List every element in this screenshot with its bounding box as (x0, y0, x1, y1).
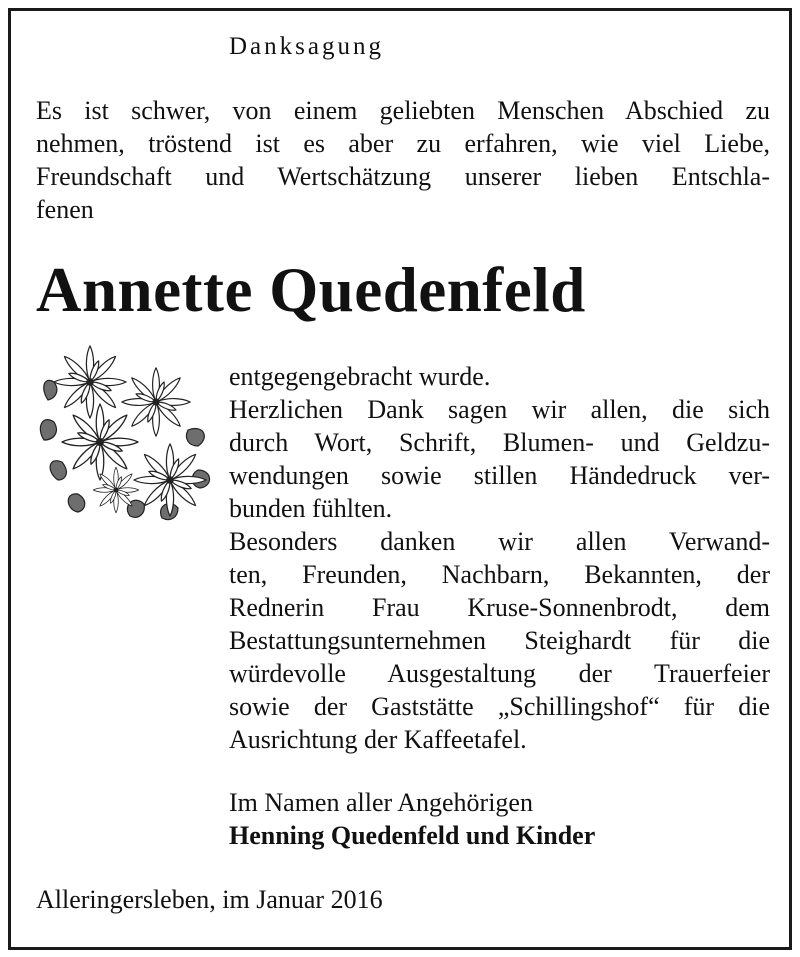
notice-heading: Danksagung (229, 33, 384, 60)
closing-block (229, 786, 595, 852)
intro-line: Freundschaft und Wertschätzung unserer lieben Entschla- (36, 162, 770, 191)
body-line: Ausrichtung der Kaffeetafel. (229, 725, 527, 754)
body-line: Herzlichen Dank sagen wir allen, die sich (229, 395, 770, 424)
poinsettia-flower-icon (38, 340, 214, 528)
body-line: durch Wort, Schrift, Blumen- und Geldzu- (229, 428, 770, 457)
intro-line: nehmen, tröstend ist es aber zu erfahren, wie viel Liebe, (36, 129, 770, 158)
intro-line: fenen (36, 195, 94, 224)
body-paragraph (229, 360, 770, 756)
body-line: Rednerin Frau Kruse-Sonnenbrodt, dem (229, 593, 770, 622)
signer-name: Henning Quedenfeld und Kinder (229, 821, 596, 850)
body-line: Besonders danken wir allen Verwand- (229, 527, 770, 556)
body-line: Bestattungsunternehmen Steighardt für die (229, 626, 770, 655)
body-line: würdevolle Ausgestaltung der Trauerfeier (229, 659, 770, 688)
body-line: ten, Freunden, Nachbarn, Bekannten, der (229, 560, 770, 589)
closing-line: Im Namen aller Angehörigen (229, 788, 533, 817)
place-date: Alleringersleben, im Januar 2016 (36, 885, 383, 914)
body-line: sowie der Gaststätte „Schillingshof“ für die (229, 692, 770, 721)
body-line: bunden fühlten. (229, 494, 393, 523)
body-line: entgegengebracht wurde. (229, 362, 491, 391)
body-line: wendungen sowie stillen Händedruck ver- (229, 461, 770, 490)
deceased-name: Annette Quedenfeld (36, 255, 586, 325)
intro-paragraph (36, 94, 770, 226)
intro-line: Es ist schwer, von einem geliebten Menschen Abschied zu (36, 96, 770, 125)
